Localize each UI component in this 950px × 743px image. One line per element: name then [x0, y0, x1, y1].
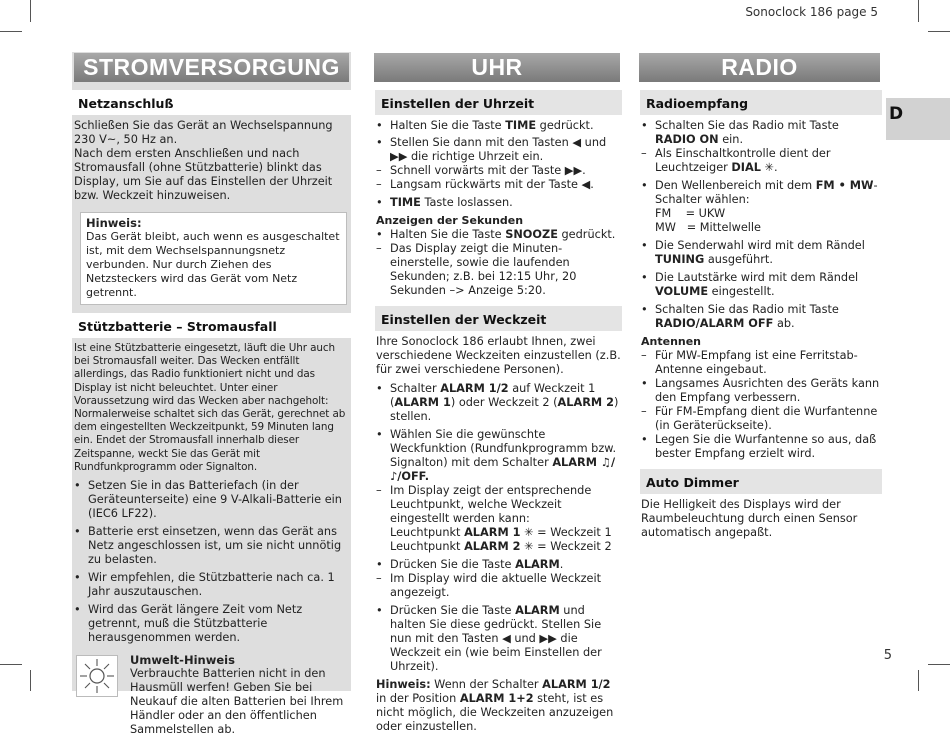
section-heading: Radioempfang — [640, 90, 882, 115]
note-body: Das Gerät bleibt, auch wenn es ausgeschaltet ist, mit dem Wechselspannungsnetz verbunden. Nur durch Ziehen des Netzsteckers wird das Gerät vom Netz getrennt. — [86, 230, 340, 299]
instruction-list — [637, 349, 882, 461]
section-banner: RADIO — [639, 53, 880, 82]
section-heading: Einstellen der Weckzeit — [375, 306, 622, 331]
crop-mark — [918, 0, 919, 22]
list-item: • Legen Sie die Wurfantenne so aus, daß bester Empfang erzielt wird. — [641, 433, 877, 460]
list-item: • Drücken Sie die Taste ALARM. — [376, 558, 564, 571]
list-item: • Wählen Sie die gewünschte Weckfunktion (Rundfunkprogramm bzw. Signalton) mit dem Schalter ALARM ♫/♪/OFF. — [376, 428, 617, 483]
list-item: • Die Lautstärke wird mit dem Rändel VOLUME eingestellt. — [641, 271, 859, 298]
list-item: • TIME Taste loslassen. — [376, 196, 513, 209]
crop-mark — [30, 0, 31, 22]
list-item: – Das Display zeigt die Minuten-einerstelle, sowie die laufenden Sekunden; z.B. bei 12:15 Uhr, 20 Sekunden –> Anzeige 5:20. — [376, 242, 577, 297]
subheading: Anzeigen der Sekunden — [376, 214, 524, 227]
list-item: • Stellen Sie dann mit den Tasten ◀ und ▶▶ die richtige Uhrzeit ein. — [376, 136, 607, 163]
list-item: – Als Einschaltkontrolle dient der Leuchtzeiger DIAL ✳. — [641, 147, 831, 174]
paragraph: Nach dem ersten Anschließen und nach Stromausfall (ohne Stützbatterie) blinkt das Display, um Sie auf das Einstellen der Uhrzeit bzw. Weckzeit hinzuweisen. — [74, 147, 333, 202]
crop-mark — [918, 670, 919, 691]
list-item: – Im Display zeigt der entsprechende Leuchtpunkt, welche Weckzeit eingestellt werden kann: Leuchtpunkt ALARM 1 ✳ = Weckzeit 1 Leuchtpunkt ALARM 2 ✳ = Weckzeit 2 — [376, 484, 612, 553]
subheading: Antennen — [641, 335, 702, 348]
environment-text — [130, 653, 350, 737]
note-title: Hinweis: — [86, 216, 142, 230]
list-item: • Wird das Gerät längere Zeit vom Netz getrennt, muß die Stützbatterie herausgenommen werden. — [74, 603, 303, 645]
list-item: • Die Senderwahl wird mit dem Rändel TUNING ausgeführt. — [641, 239, 865, 266]
instruction-list — [637, 119, 882, 331]
section-heading: Stützbatterie – Stromausfall — [72, 313, 351, 338]
instruction-list — [372, 228, 622, 298]
instruction-list — [372, 119, 622, 210]
environment-note — [72, 653, 351, 743]
section-heading: Einstellen der Uhrzeit — [375, 90, 622, 115]
section-heading: Auto Dimmer — [640, 469, 882, 494]
list-item: • Batterie erst einsetzen, wenn das Gerät ans Netz angeschlossen ist, um sie nicht unnötig zu belasten. — [74, 525, 342, 567]
list-item: • Halten Sie die Taste SNOOZE gedrückt. — [376, 228, 616, 241]
bullet-list — [72, 479, 351, 645]
note-box — [80, 212, 347, 305]
instruction-list — [372, 382, 622, 674]
list-item: • Wir empfehlen, die Stützbatterie nach ca. 1 Jahr auszutauschen. — [74, 571, 335, 599]
note-paragraph: Hinweis: Wenn der Schalter ALARM 1/2 in der Position ALARM 1+2 steht, ist es nicht möglich, die Weckzeiten anzuzeigen oder einzustellen. — [376, 678, 614, 733]
section-banner: UHR — [374, 53, 620, 82]
list-item: – Für FM-Empfang dient die Wurfantenne (in Geräterückseite). — [641, 405, 878, 432]
language-tab: D — [886, 98, 950, 140]
paragraph: Schließen Sie das Gerät an Wechselspannung 230 V~, 50 Hz an. — [74, 119, 333, 146]
list-item: • Schalter ALARM 1/2 auf Weckzeit 1 (ALARM 1) oder Weckzeit 2 (ALARM 2) stellen. — [376, 382, 619, 423]
list-item: – Schnell vorwärts mit der Taste ▶▶. — [376, 164, 586, 177]
crop-mark — [928, 664, 950, 665]
paragraph: Ihre Sonoclock 186 erlaubt Ihnen, zwei verschiedene Weckzeiten einzustellen (z.B. für zwei verschiedene Personen). — [376, 335, 621, 376]
environment-body: Verbrauchte Batterien nicht in den Hausmüll werfen! Geben Sie bei Neukauf die alten Batterien bei Ihrem Händler oder an den öffentlichen Sammelstellen ab. — [130, 667, 344, 737]
paragraph: Die Helligkeit des Displays wird der Raumbeleuchtung durch einen Sensor automatisch angepaßt. — [641, 498, 858, 539]
list-item: – Für MW-Empfang ist eine Ferritstab-Antenne eingebaut. — [641, 349, 858, 376]
crop-mark — [30, 670, 31, 691]
list-item: • Den Wellenbereich mit dem FM • MW-Schalter wählen: FM = UKW MW = Mittelwelle — [641, 179, 878, 234]
crop-mark — [928, 31, 950, 32]
list-item: • Langsames Ausrichten des Geräts kann den Empfang verbessern. — [641, 377, 880, 404]
section-heading: Netzanschluß — [72, 90, 351, 115]
crop-mark — [0, 31, 22, 32]
page-header: Sonoclock 186 page 5 — [745, 5, 878, 19]
list-item: – Langsam rückwärts mit der Taste ◀. — [376, 178, 594, 191]
list-item: – Im Display wird die aktuelle Weckzeit angezeigt. — [376, 572, 602, 599]
list-item: • Halten Sie die Taste TIME gedrückt. — [376, 119, 594, 132]
environment-title: Umwelt-Hinweis — [130, 653, 235, 668]
list-item: • Drücken Sie die Taste ALARM und halten Sie diese gedrückt. Stellen Sie nun mit den Tasten ◀ und ▶▶ die Weckzeit ein (wie beim Einstellen der Uhrzeit). — [376, 604, 602, 673]
list-item: • Setzen Sie in das Batteriefach (in der Geräteunterseite) eine 9 V-Alkali-Batterie ein (IEC6 LF22). — [74, 479, 342, 521]
column-stromversorgung — [72, 52, 351, 737]
paragraph: Ist eine Stützbatterie eingesetzt, läuft die Uhr auch bei Stromausfall weiter. Das Wecken entfällt allerdings, das Radio funktioniert nicht und das Display ist nicht beleuchtet. Unter einer Voraussetzung wird das Wecken aber nachgeholt: Normalerweise schaltet sich das Gerät, gerechnet ab dem eingestellten Weckzeitpunkt, 59 Minuten lang ein. Endet der Stromausfall innerhalb dieser Zeitspanne, weckt Sie das Gerät mit Rundfunkprogramm oder Signalton. — [74, 342, 346, 473]
crop-mark — [0, 664, 22, 665]
column-uhr — [372, 52, 622, 734]
page-number: 5 — [883, 648, 892, 663]
list-item: • Schalten Sie das Radio mit Taste RADIO ON ein. — [641, 119, 839, 146]
column-radio — [637, 52, 882, 540]
list-item: • Schalten Sie das Radio mit Taste RADIO/ALARM OFF ab. — [641, 303, 839, 330]
section-banner: STROMVERSORGUNG — [74, 53, 349, 82]
